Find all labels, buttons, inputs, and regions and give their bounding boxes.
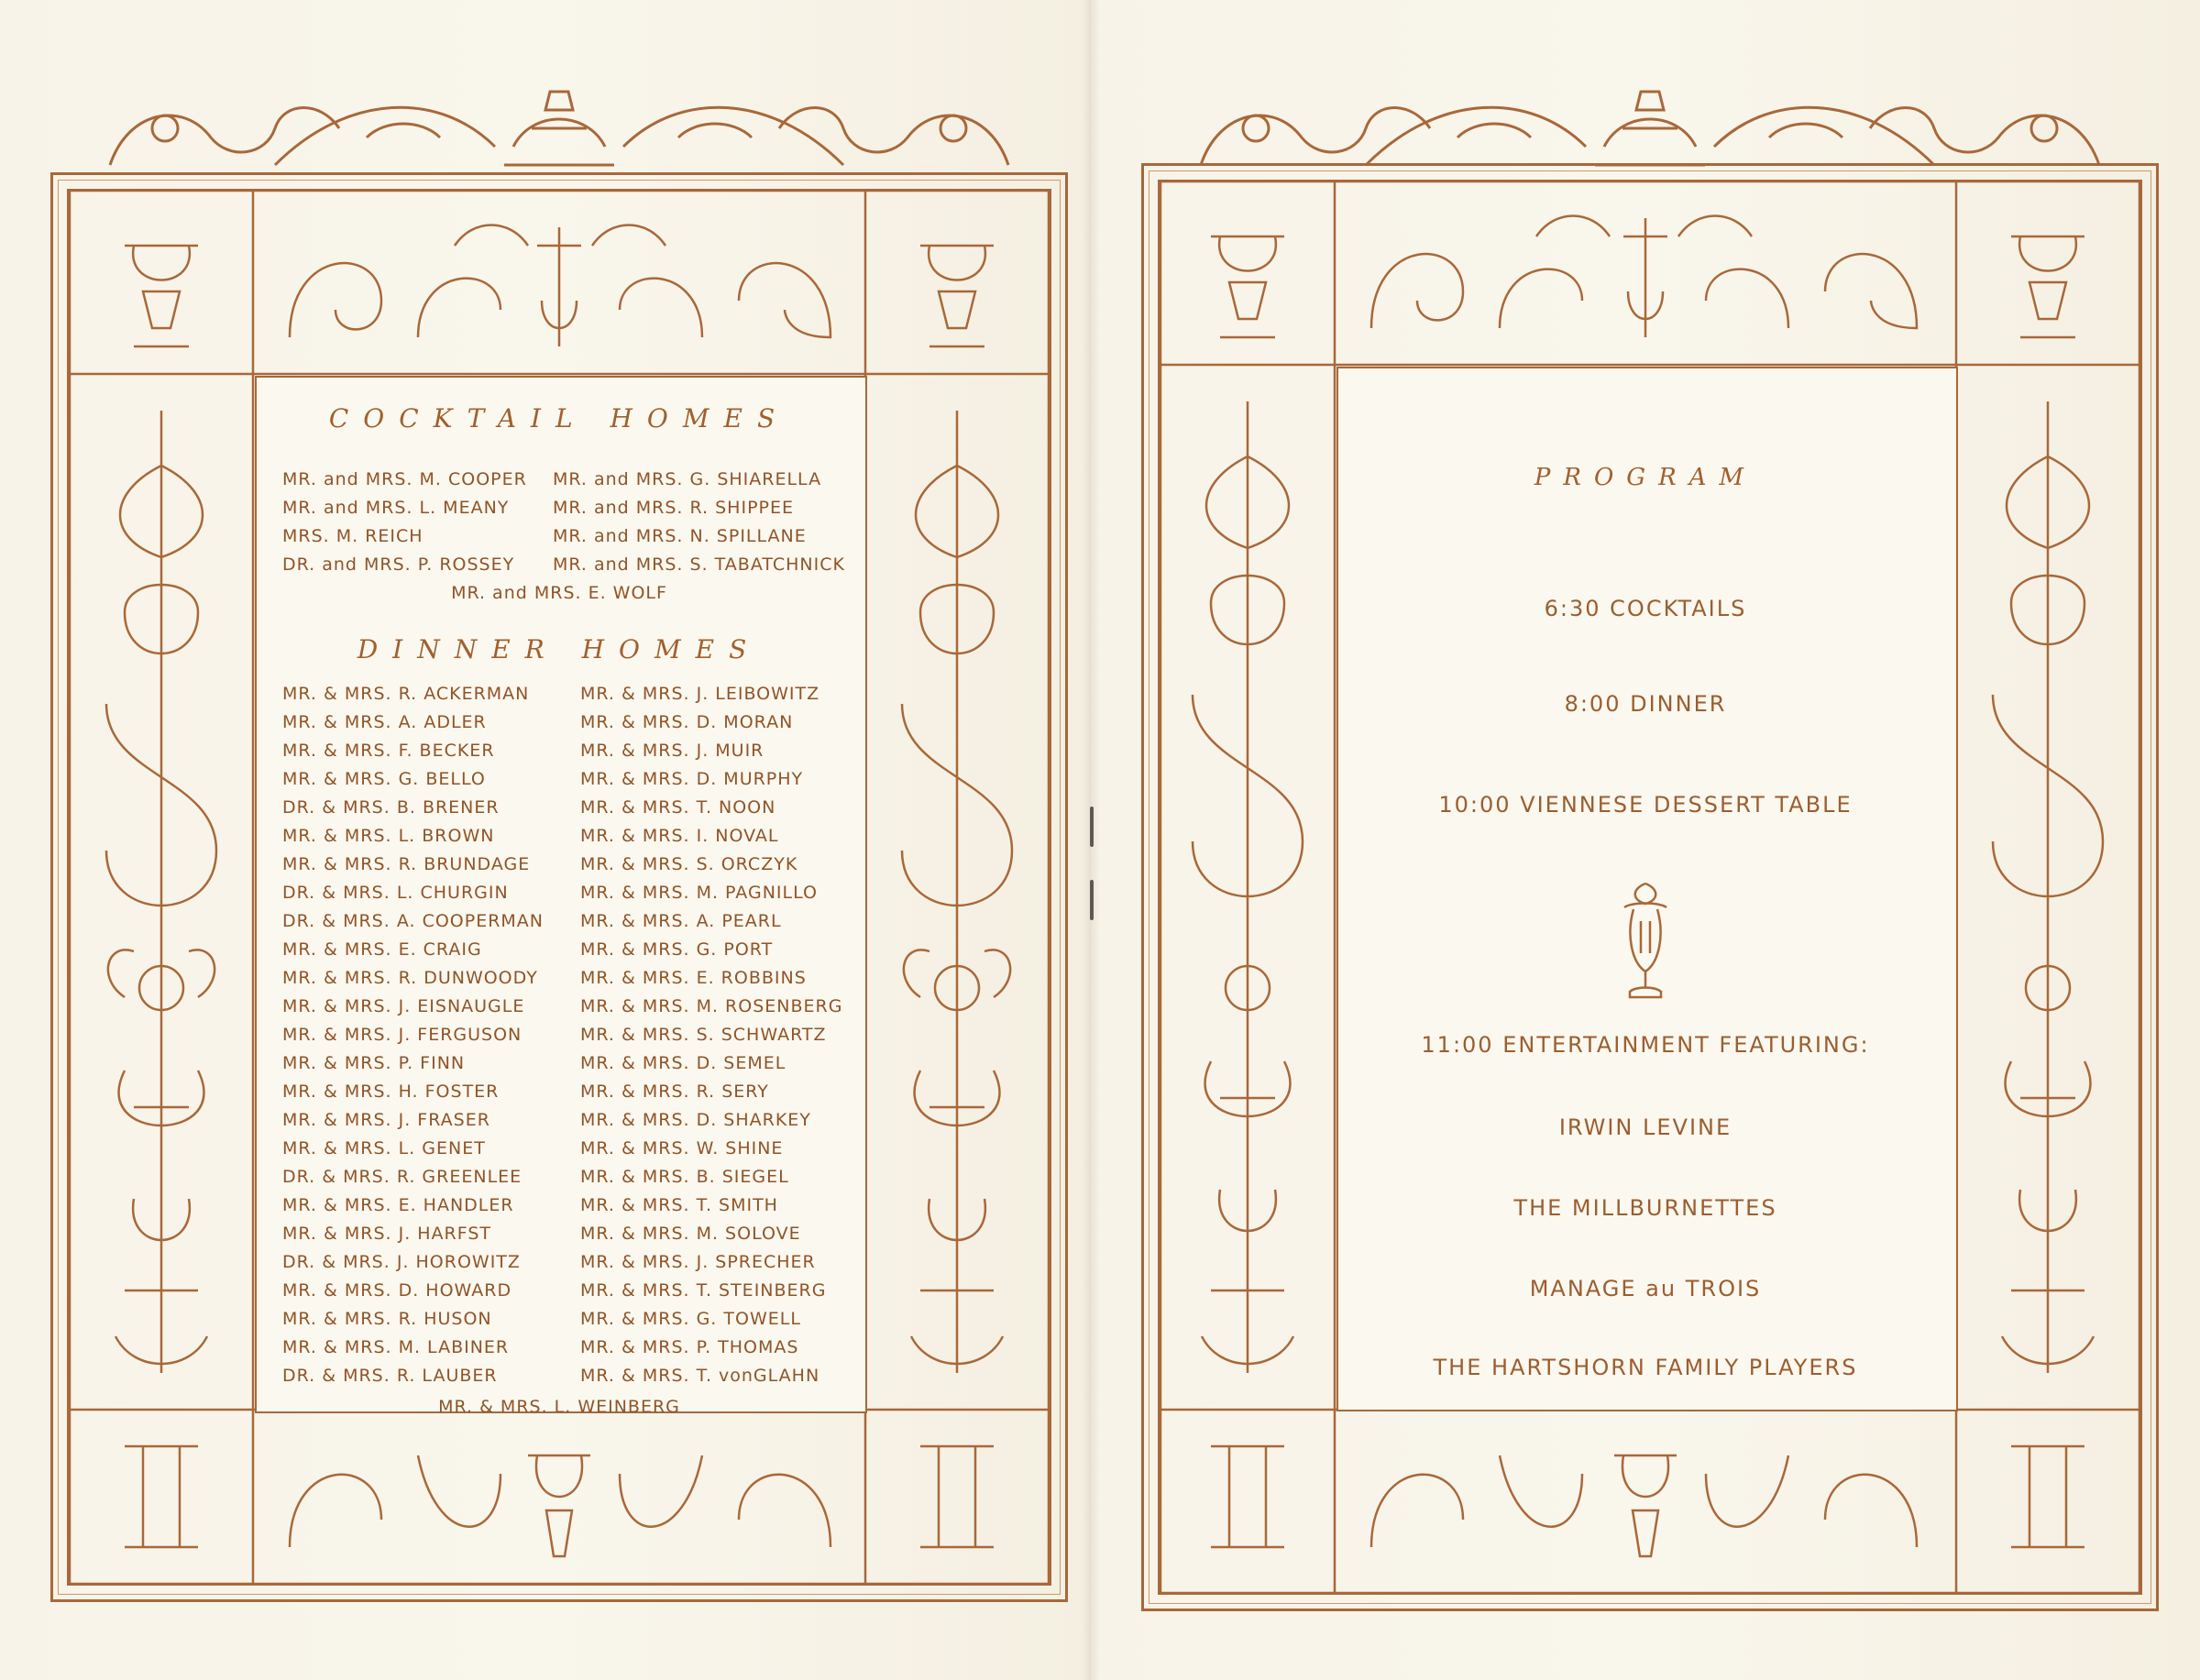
dinner-home: MR. & MRS. M. SOLOVE <box>580 1224 801 1244</box>
dinner-home-last: MR. & MRS. L. WEINBERG <box>438 1397 680 1417</box>
dinner-home: MR. & MRS. M. LABINER <box>282 1337 510 1357</box>
dinner-home: MR. & MRS. R. HUSON <box>282 1309 492 1329</box>
dinner-home: MR. & MRS. J. SPRECHER <box>580 1252 816 1272</box>
dinner-home: MR. & MRS. R. DUNWOODY <box>282 968 538 988</box>
dinner-home: MR. & MRS. J. LEIBOWITZ <box>580 684 820 704</box>
dinner-home: DR. & MRS. A. COOPERMAN <box>282 911 544 931</box>
left-top-crest-ornament <box>73 73 1045 183</box>
dinner-home: MR. & MRS. D. SEMEL <box>580 1053 786 1073</box>
dinner-homes-list <box>282 680 869 1395</box>
dinner-right-column <box>580 680 842 1390</box>
dinner-left-column <box>282 680 544 1390</box>
dinner-home: MR. & MRS. S. ORCZYK <box>580 854 798 874</box>
program-item-dinner: 8:00 DINNER <box>1564 691 1727 717</box>
dinner-home: MR. & MRS. R. SERY <box>580 1082 769 1102</box>
dinner-home: DR. & MRS. L. CHURGIN <box>282 883 509 903</box>
cocktail-home: MR. and MRS. L. MEANY <box>282 498 510 518</box>
dinner-home: MR. & MRS. H. FOSTER <box>282 1082 500 1102</box>
dinner-home: MR. & MRS. R. ACKERMAN <box>282 684 530 704</box>
program-item-entertainment: 11:00 ENTERTAINMENT FEATURING: <box>1421 1032 1870 1058</box>
dinner-home: DR. & MRS. R. LAUBER <box>282 1366 498 1386</box>
dinner-homes-title: DINNER HOMES <box>357 634 762 664</box>
cocktail-right-column <box>553 466 845 579</box>
dinner-home: MR. & MRS. T. NOON <box>580 797 776 818</box>
dinner-home: DR. & MRS. R. GREENLEE <box>282 1167 522 1187</box>
dinner-home: MR. & MRS. G. PORT <box>580 939 774 960</box>
dinner-home: DR. & MRS. J. HOROWITZ <box>282 1252 521 1272</box>
dinner-home: MR. & MRS. W. SHINE <box>580 1138 784 1158</box>
dinner-home: MR. & MRS. G. TOWELL <box>580 1309 801 1329</box>
dinner-home: MR. & MRS. I. NOVAL <box>580 826 779 846</box>
dinner-home: MR. & MRS. P. THOMAS <box>580 1337 799 1357</box>
cocktail-homes-title: COCKTAIL HOMES <box>328 403 790 434</box>
dinner-home: MR. & MRS. R. BRUNDAGE <box>282 854 531 874</box>
staple-top <box>1090 807 1094 847</box>
dinner-home: MR. & MRS. A. PEARL <box>580 911 782 931</box>
dinner-home: MR. & MRS. M. PAGNILLO <box>580 883 818 903</box>
dinner-home: MR. & MRS. A. ADLER <box>282 712 487 732</box>
dinner-home: MR. & MRS. T. SMITH <box>580 1195 778 1215</box>
dinner-home: MR. & MRS. F. BECKER <box>282 741 495 761</box>
performer-1: IRWIN LEVINE <box>1558 1115 1732 1140</box>
dinner-home: MR. & MRS. L. GENET <box>282 1138 486 1158</box>
cocktail-home: MR. and MRS. N. SPILLANE <box>553 526 807 546</box>
dinner-home: MR. & MRS. M. ROSENBERG <box>580 996 843 1016</box>
dinner-home: MR. & MRS. J. FERGUSON <box>282 1025 522 1045</box>
cocktail-left-column <box>282 466 527 579</box>
dinner-home: MR. & MRS. B. SIEGEL <box>580 1167 789 1187</box>
cocktail-home: MRS. M. REICH <box>282 526 424 546</box>
dinner-home: MR. & MRS. L. BROWN <box>282 826 495 846</box>
dinner-home: MR. & MRS. D. MORAN <box>580 712 794 732</box>
performer-2: THE MILLBURNETTES <box>1513 1195 1777 1221</box>
program-item-dessert: 10:00 VIENNESE DESSERT TABLE <box>1438 792 1853 818</box>
staple-bottom <box>1090 880 1094 920</box>
dinner-home: MR. & MRS. E. CRAIG <box>282 939 482 960</box>
dinner-home: MR. & MRS. D. MURPHY <box>580 769 804 789</box>
dinner-home: MR. & MRS. E. HANDLER <box>282 1195 514 1215</box>
dinner-home: MR. & MRS. D. SHARKEY <box>580 1110 811 1130</box>
dinner-home: MR. & MRS. J. MUIR <box>580 741 764 761</box>
cocktail-home: DR. and MRS. P. ROSSEY <box>282 555 515 575</box>
dinner-home: MR. & MRS. J. HARFST <box>282 1224 492 1244</box>
dinner-home: MR. & MRS. P. FINN <box>282 1053 466 1073</box>
program-title: PROGRAM <box>1534 464 1757 491</box>
program-content <box>1336 367 1954 1408</box>
cocktail-homes-list <box>282 466 869 585</box>
cocktail-home: MR. and MRS. S. TABATCHNICK <box>553 555 845 575</box>
dinner-home: MR. & MRS. J. FRASER <box>282 1110 490 1130</box>
dinner-home: MR. & MRS. E. ROBBINS <box>580 968 807 988</box>
cocktail-home-last: MR. and MRS. E. WOLF <box>451 583 667 603</box>
cocktail-home: MR. and MRS. M. COOPER <box>282 469 527 489</box>
dinner-home: MR. & MRS. T. STEINBERG <box>580 1280 827 1301</box>
dinner-home: MR. & MRS. T. vonGLAHN <box>580 1366 820 1386</box>
performer-3: MANAGE au TROIS <box>1529 1276 1762 1301</box>
program-item-cocktails: 6:30 COCKTAILS <box>1544 596 1747 621</box>
dinner-home: DR. & MRS. B. BRENER <box>282 797 500 818</box>
performer-4: THE HARTSHORN FAMILY PLAYERS <box>1433 1355 1858 1380</box>
dinner-home: MR. & MRS. G. BELLO <box>282 769 486 789</box>
dinner-home: MR. & MRS. J. EISNAUGLE <box>282 996 525 1016</box>
dinner-home: MR. & MRS. S. SCHWARTZ <box>580 1025 827 1045</box>
cocktail-home: MR. and MRS. G. SHIARELLA <box>553 469 822 489</box>
urn-icon <box>1613 880 1678 1008</box>
dinner-home: MR. & MRS. D. HOWARD <box>282 1280 512 1301</box>
cocktail-home: MR. and MRS. R. SHIPPEE <box>553 498 794 518</box>
